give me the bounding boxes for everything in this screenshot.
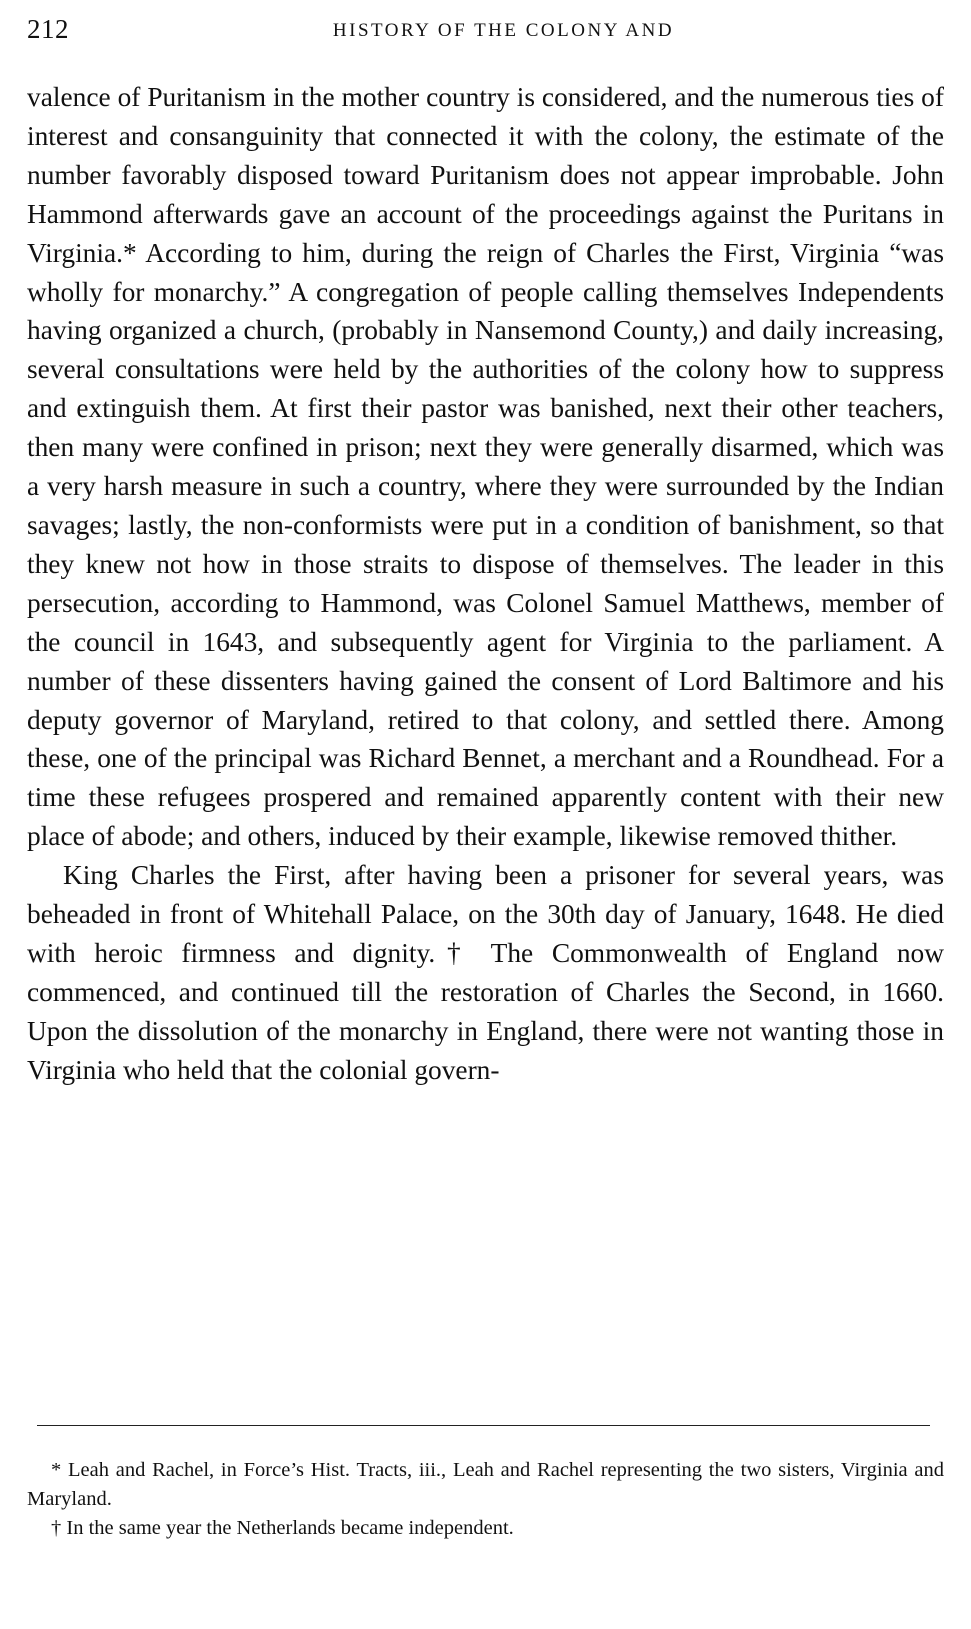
paragraph-continued: valence of Puritanism in the mother country is considered, and the numerous ties of interest and consanguinity that connected it with the colony, the estimate of the number favorably disposed toward Puritanism does not appear improbable. John Hammond afterwards gave an account of the proceedings against the Puritans in Virginia.* According to him, during the reign of Charles the First, Virginia “was wholly for monarchy.” A congregation of people calling themselves Independents having organized a church, (probably in Nansemond County,) and daily increasing, several consultations were held by the authorities of the colony how to suppress and extinguish them. At first their pastor was banished, next their other teachers, then many were confined in prison; next they were generally disarmed, which was a very harsh measure in such a country, where they were surrounded by the Indian savages; lastly, the non-conformists were put in a condition of banishment, so that they knew not how in those straits to dispose of themselves. The leader in this persecution, according to Hammond, was Colonel Samuel Matthews, member of the council in 1643, and subsequently agent for Virginia to the parliament. A number of these dissenters having gained the consent of Lord Baltimore and his deputy governor of Maryland, retired to that colony, and settled there. Among these, one of the principal was Richard Bennet, a merchant and a Roundhead. For a time these refugees prospered and remained apparently content with their new place of abode; and others, induced by their example, likewise removed thither. xyxy=(27,82,944,852)
footnote-dagger: † In the same year the Netherlands became independent. xyxy=(51,1517,514,1539)
footnote-asterisk: * Leah and Rachel, in Force’s Hist. Tracts, iii., Leah and Rachel representing the two sisters, Virginia and Maryland. xyxy=(27,1459,944,1510)
main-text xyxy=(27,78,944,1090)
footnote-divider xyxy=(37,1425,930,1426)
running-title: HISTORY OF THE COLONY AND xyxy=(332,20,675,41)
paragraph-king-charles: King Charles the First, after having been a prisoner for several years, was beheaded in front of Whitehall Palace, on the 30th day of January, 1648. He died with heroic firmness and dignity.† The Commonwealth of England now commenced, and continued till the restoration of Charles the Second, in 1660. Upon the dissolution of the monarchy in England, there were not wanting those in Virginia who held that the colonial govern- xyxy=(27,860,944,1085)
footnotes xyxy=(27,1456,944,1543)
page-number: 212 xyxy=(27,14,69,44)
running-head xyxy=(27,14,944,46)
book-page xyxy=(27,0,944,1629)
